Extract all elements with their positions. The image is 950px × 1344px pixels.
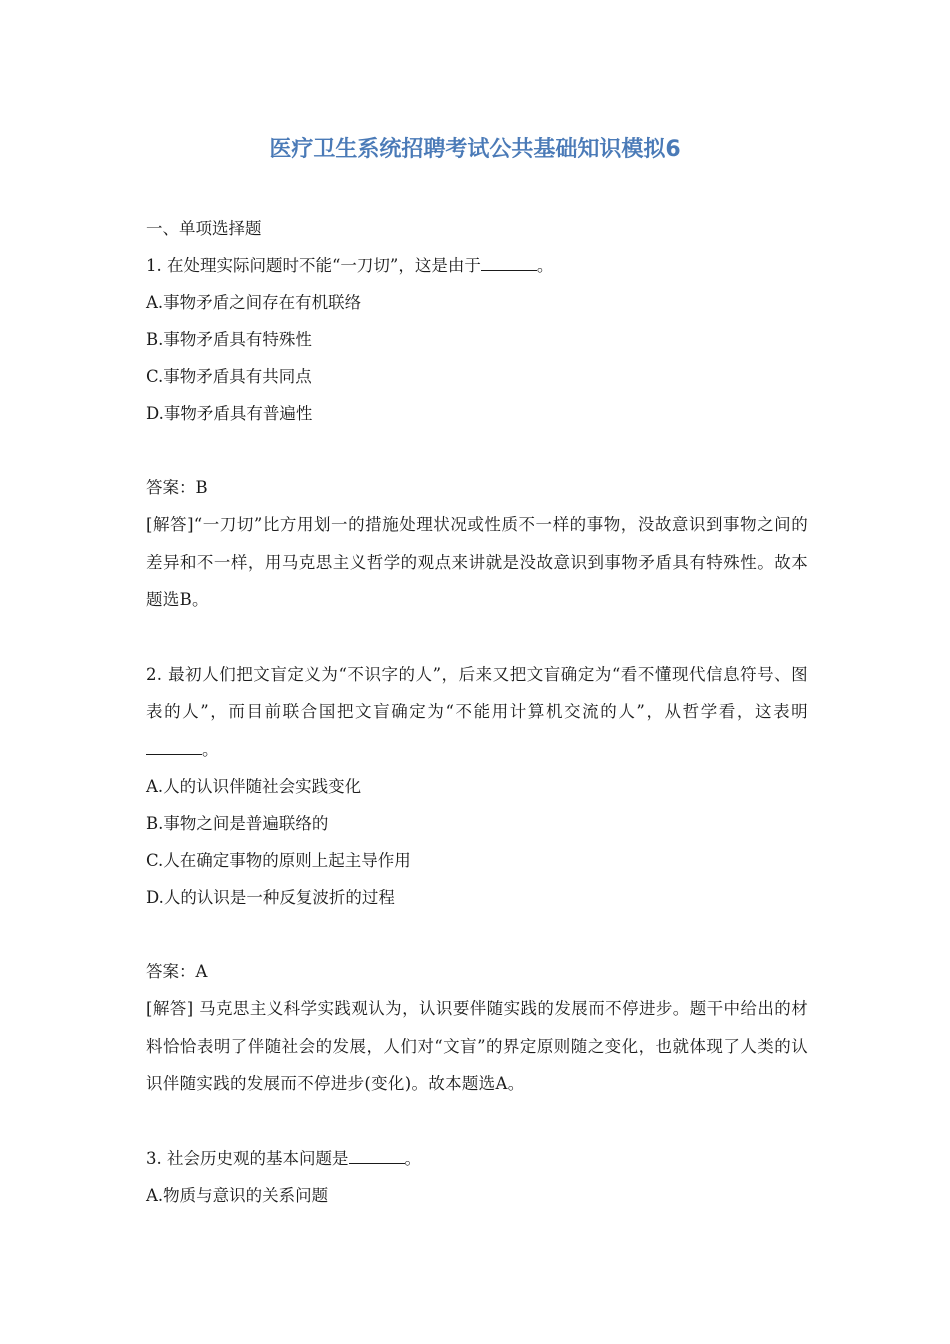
question-stem [146, 656, 808, 769]
question-stem-end: 。 [536, 256, 554, 275]
question-stem [146, 247, 808, 284]
spacer [146, 916, 808, 953]
question-stem [146, 1140, 808, 1177]
question-stem-end: 。 [202, 739, 219, 759]
option-b: B.事物之间是普遍联络的 [146, 814, 329, 833]
answer-blank [349, 1148, 405, 1164]
question-3 [146, 1140, 808, 1214]
option-c: C.事物矛盾具有共同点 [146, 367, 312, 386]
section-heading: 一、单项选择题 [146, 219, 262, 238]
question-stem-text: 1. 在处理实际问题时不能“一刀切”，这是由于 [146, 256, 481, 275]
option-c: C.人在确定事物的原则上起主导作用 [146, 851, 411, 870]
question-stem-text: 3. 社会历史观的基本问题是 [146, 1148, 349, 1168]
option-a: A.物质与意识的关系问题 [146, 1185, 329, 1205]
option-d: D.事物矛盾具有普遍性 [146, 404, 313, 423]
analysis-text: [解答]“一刀切”比方用划一的措施处理状况或性质不一样的事物，没故意识到事物之间的差异和不一样，用马克思主义哲学的观点来讲就是没故意识到事物矛盾具有特殊性。故本题选B。 [146, 515, 808, 609]
option-a: A.人的认识伴随社会实践变化 [146, 777, 362, 796]
answer-blank [146, 739, 202, 755]
question-stem-text: 2. 最初人们把文盲定义为“不识字的人”，后来又把文盲确定为“看不懂现代信息符号、图表的人”，而目前联合国把文盲确定为“不能用计算机交流的人”，从哲学看，这表明 [146, 664, 808, 721]
document-body [146, 210, 808, 1214]
answer-blank [481, 255, 537, 271]
answer-line: 答案：A [146, 962, 208, 981]
spacer [146, 1103, 808, 1140]
answer-line: 答案：B [146, 478, 208, 497]
analysis-text: [解答] 马克思主义科学实践观认为，认识要伴随实践的发展而不停进步。题干中给出的材料恰恰表明了伴随社会的发展，人们对“文盲”的界定原则随之变化，也就体现了人类的认识伴随实践的发展而不停进步(变化)。故本题选A。 [146, 999, 808, 1093]
spacer [146, 619, 808, 656]
spacer [146, 432, 808, 469]
question-stem-end: 。 [404, 1148, 421, 1168]
option-b: B.事物矛盾具有特殊性 [146, 330, 312, 349]
question-2 [146, 656, 808, 1103]
page-title: 医疗卫生系统招聘考试公共基础知识模拟6 [269, 137, 681, 162]
question-1 [146, 247, 808, 619]
option-d: D.人的认识是一种反复波折的过程 [146, 888, 395, 907]
option-a: A.事物矛盾之间存在有机联络 [146, 293, 362, 312]
